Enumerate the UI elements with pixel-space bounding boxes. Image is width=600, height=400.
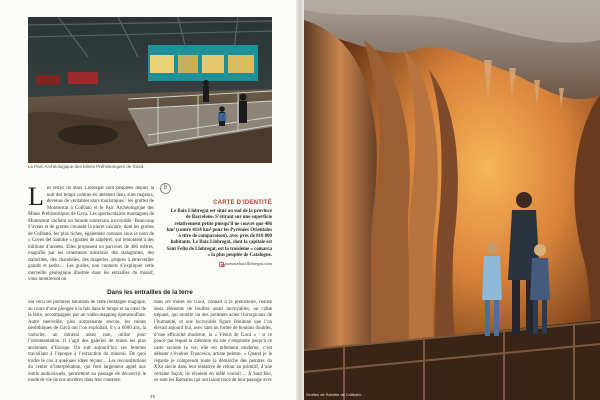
- drop-cap: L: [28, 186, 44, 211]
- identity-card-text: Le Baix Llobregat est situé au sud de la province de Barcelone. S’étirant sur une superficie relativement petite puisqu’il ne couvre que 486 km² (contre 4114 km² pour les Pyrénées Orientales à titre de comparaison), avec près de 810 000 habitants. Le Baix Llobregat, dont la capitale est Sant Feliu de Llobregat, est la troisième « comarca » la plus peuplée de Catalogne.: [166, 209, 272, 259]
- cave-photo-caption: Grottes de Salnitre de Collbató.: [306, 392, 362, 397]
- page-number: 45: [150, 394, 156, 399]
- museum-photo-caption: Le Parc Archéologique des Mines Préhistoriques de Gavà.: [28, 164, 145, 169]
- cave-photo: [304, 0, 600, 400]
- spine-gutter: [296, 0, 304, 400]
- intro-paragraph: [28, 186, 154, 286]
- identity-card-box: [166, 200, 272, 278]
- museum-photo: [28, 17, 272, 163]
- body-column-left: ont vécu les premiers habitants de cette montagne magique, au cours d’une plongée à la fois dans le temps et au cœur de la terre, accompagnés par un vidéo-mapping époustouflant. Autre merveille, plus surprenante encore, les mines néolithiques de Gavà ont l’on exploitait, il y a 6000 ans, la variscite, un minéral assez rare, utilisé pour l’ornementation. Il s’agit des galeries de mines les plus anciennes d’Europe. On suit aujourd’hui ces femmes travaillant à l’époque à l’extraction du minerai. De quoi tordre le cou à quelques idées reçues… Les reconstitutions du centre d’interprétation, qui font largement appel aux outils audiovisuels, permettent au passage de découvrir le mode de vie de nos ancêtres dans leur contexte.: [28, 300, 146, 383]
- identity-card-handle: [166, 261, 272, 266]
- section-subheading: Dans les entrailles de la terre: [107, 289, 193, 296]
- section-marker: b: [160, 183, 171, 194]
- body-column-right: dans les mines de Gavà, connaît à la préhistoire, réalisé deux éléments de fouilles assez incroyables, un crâne trépané, qui montre un des premiers actes chirurgicaux de l’humanité, et une incroyable figure féminine que l’on élevait aujourd’hui, avec sans un forme de boutons doublés, d’une efficacité moderne, la « Vénus de Gavà » : si ce pouce par lequel la mémoire du site s’emprunte jusqu’à ce carte raconte la vie, elle est tellement moderne, c’est débuter s’évaluer Francesca, artiste peintre. « Quand je le regarde je comprends toute la démarche des peintres du XXe siècle dans leur tentative de retour au primitif, d’une certaine façon, ils rêvaient en mêlé vouloir… À Sant Boi, ce sont les Romains qui ont laissé trace de leur passage avec: [154, 300, 272, 383]
- identity-card-title: CARTE D’IDENTITÉ: [213, 200, 272, 206]
- social-handle: turismebaixllobregat.com: [224, 261, 272, 267]
- intro-text: es terres du Baix Llobregat sont peuplées depuis la nuit des temps comme en attestent deux sites majeurs, devenus de véritables stars touristiques : les grottes de Montserrat à Collbató et le Parc Archéologique des Mines Préhistoriques de Gavà. Les spectaculaires montagnes de Montserrat cachent un monde souterrain incroyable. Beaucoup d’avens et de grottes creusent la pierre calcaire, dont les grottes de Collbató, les plus riches, également connues sous le nom de « Coves del Salnitre » (grottes de salpêtre), qui remontent à des millions d’années. Elles proposent un parcours de 400 mètres, magnifié par les ornements minéraux des stalagmites, des stalactites, des chandelles, des draperies, propres à émerveiller grands et petits… Les guides, non contents d’expliquer cette merveille géologique illustrée dans les entrailles du massif, vous montreront où: [28, 186, 154, 282]
- instagram-icon: [219, 262, 224, 267]
